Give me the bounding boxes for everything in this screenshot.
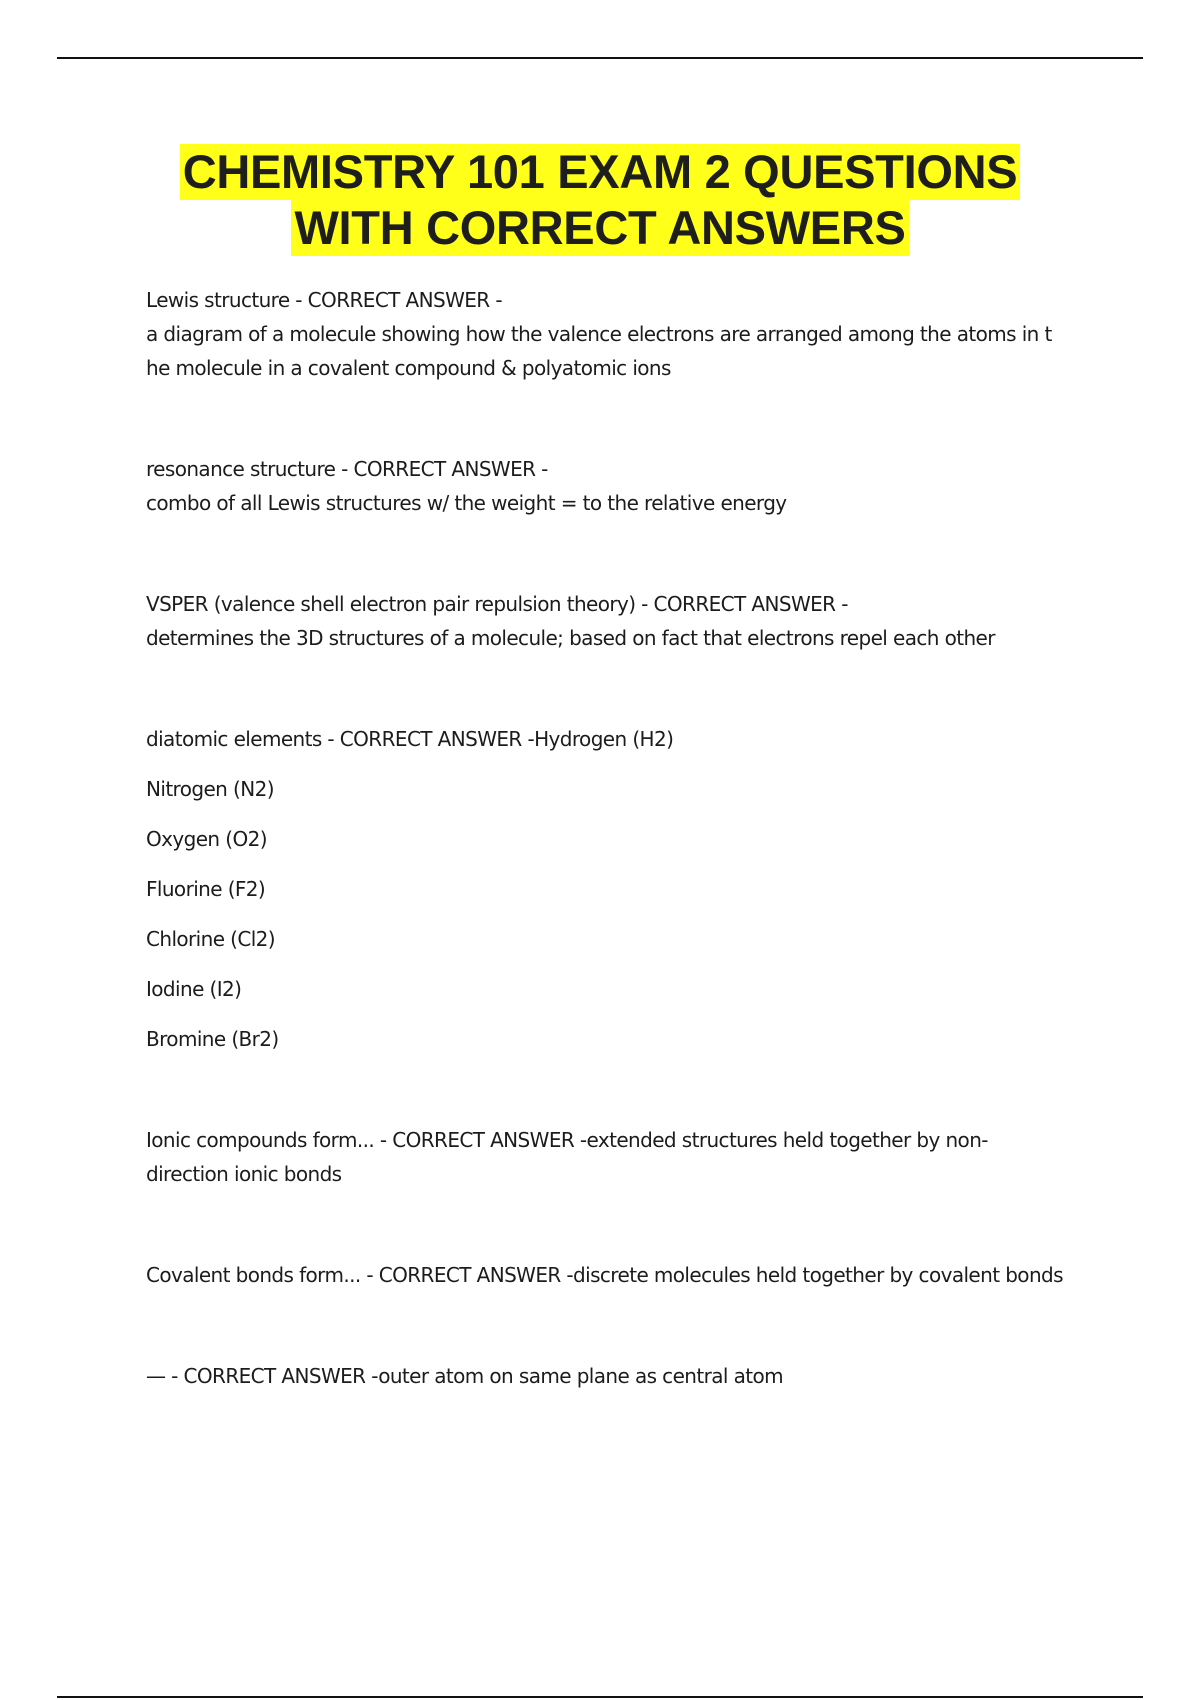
title-line-1: CHEMISTRY 101 EXAM 2 QUESTIONS [180,144,1021,200]
qa-entry-ionic-compounds [146,1123,1096,1191]
title-line-2: WITH CORRECT ANSWERS [291,200,908,256]
qa-entry-diatomic-elements [146,722,1096,1056]
answer-line: direction ionic bonds [146,1162,342,1186]
qa-entry-resonance-structure [146,452,1096,520]
bottom-rule [57,1696,1143,1698]
qa-entry-covalent-bonds [146,1258,1096,1292]
question-line: Covalent bonds form... - CORRECT ANSWER -discrete molecules held together by covalent bonds [146,1263,1063,1287]
list-item: Bromine (Br2) [146,1027,279,1051]
answer-line: determines the 3D structures of a molecule; based on fact that electrons repel each other [146,626,995,650]
answer-line: a diagram of a molecule showing how the valence electrons are arranged among the atoms in t [146,322,1052,346]
question-line: — - CORRECT ANSWER -outer atom on same plane as central atom [146,1364,784,1388]
list-item: Chlorine (Cl2) [146,927,276,951]
question-line: Lewis structure - CORRECT ANSWER - [146,288,502,312]
question-line: Ionic compounds form... - CORRECT ANSWER -extended structures held together by non- [146,1128,988,1152]
list-item: Iodine (I2) [146,977,242,1001]
question-line: diatomic elements - CORRECT ANSWER -Hydrogen (H2) [146,727,674,751]
answer-line: he molecule in a covalent compound & polyatomic ions [146,356,671,380]
question-line: resonance structure - CORRECT ANSWER - [146,457,548,481]
list-item: Nitrogen (N2) [146,777,274,801]
top-rule [57,57,1143,59]
qa-entry-lewis-structure [146,283,1096,385]
list-item: Fluorine (F2) [146,877,266,901]
list-item: Oxygen (O2) [146,827,267,851]
qa-entry-vsper [146,587,1096,655]
question-line: VSPER (valence shell electron pair repulsion theory) - CORRECT ANSWER - [146,592,848,616]
document-title [0,144,1200,256]
qa-content [146,283,1096,1393]
answer-line: combo of all Lewis structures w/ the weight = to the relative energy [146,491,787,515]
qa-entry-outer-atom [146,1359,1096,1393]
